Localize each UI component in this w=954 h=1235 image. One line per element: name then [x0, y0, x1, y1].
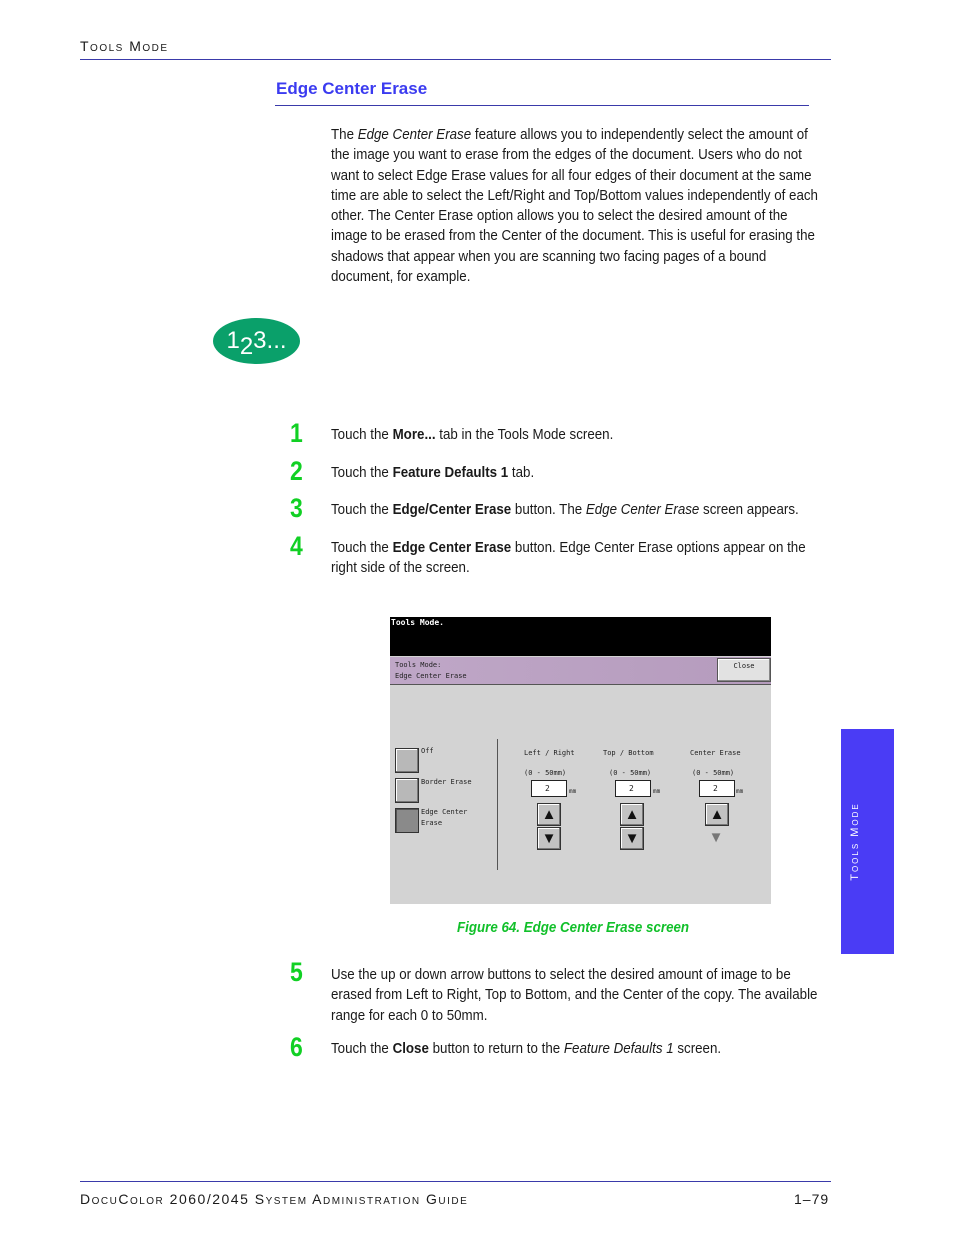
screen-title-bar — [390, 617, 771, 656]
option-edge-center-erase-button[interactable] — [395, 808, 419, 833]
left-right-unit: mm — [569, 788, 577, 795]
section-title: Edge Center Erase — [276, 79, 428, 98]
step-text: Touch the More... tab in the Tools Mode screen. — [331, 427, 614, 443]
page-number: 1–79 — [794, 1191, 830, 1207]
badge-three: 3... — [253, 327, 287, 354]
step-text: Touch the Edge Center Erase button. Edge Center Erase options appear on the right side of the screen. — [331, 540, 806, 577]
header-rule — [80, 59, 831, 60]
running-head: Tools Mode — [80, 38, 169, 54]
step-text: Touch the Edge/Center Erase button. The Edge Center Erase screen appears. — [331, 502, 799, 518]
step-number: 2 — [290, 456, 303, 486]
left-right-title: Left / Right — [524, 749, 575, 757]
step-number: 3 — [290, 493, 303, 523]
close-button[interactable]: Close — [717, 658, 771, 682]
intro-feature-name: Edge Center Erase — [357, 127, 472, 143]
step-number: 5 — [290, 957, 303, 987]
step-number: 6 — [290, 1032, 303, 1062]
header-line-2: Edge Center Erase — [395, 672, 467, 680]
center-erase-down-arrow-icon[interactable]: ▼ — [708, 829, 724, 846]
step-text: Touch the Close button to return to the Feature Defaults 1 screen. — [331, 1041, 722, 1057]
top-bottom-up-arrow-icon[interactable]: ▲ — [620, 803, 644, 826]
screen-title: Tools Mode. — [391, 618, 444, 627]
option-off-label: Off — [421, 747, 434, 755]
footer-title: DocuColor 2060/2045 System Administration Guide — [80, 1191, 469, 1207]
option-border-erase-label: Border Erase — [421, 778, 472, 786]
center-erase-title: Center Erase — [690, 749, 741, 757]
figure-caption: Figure 64. Edge Center Erase screen — [457, 920, 690, 936]
option-border-erase-button[interactable] — [395, 778, 419, 803]
top-bottom-range: (0 - 50mm) — [609, 769, 652, 777]
step-number: 1 — [290, 418, 303, 448]
top-bottom-value-field[interactable]: 2 — [615, 780, 651, 797]
option-off-button[interactable] — [395, 748, 419, 773]
intro-post: feature allows you to independently select the amount of the image you want to erase from the edges of the document. Users who do not want to select Edge Erase values for all four edges of their document at the same time are able to select the Left/Right and Top/Bottom values independently of each other. The Center Erase option allows you to select the desired amount of the image to be erased from the Center of the document. This is useful for erasing the shadows that appear when you are scanning two facing pages of a bound document, for example. — [331, 127, 818, 286]
top-bottom-unit: mm — [653, 788, 661, 795]
step-number: 4 — [290, 531, 303, 561]
left-right-value-field[interactable]: 2 — [531, 780, 567, 797]
center-erase-range: (0 - 50mm) — [692, 769, 735, 777]
intro-paragraph — [331, 125, 825, 287]
center-erase-value-field[interactable]: 2 — [699, 780, 735, 797]
title-rule — [275, 105, 809, 106]
left-right-up-arrow-icon[interactable]: ▲ — [537, 803, 561, 826]
left-right-range: (0 - 50mm) — [524, 769, 567, 777]
center-erase-up-arrow-icon[interactable]: ▲ — [705, 803, 729, 826]
top-bottom-title: Top / Bottom — [603, 749, 654, 757]
left-right-down-arrow-icon[interactable]: ▼ — [537, 827, 561, 850]
option-edge-center-erase-label: Edge Center Erase — [421, 808, 468, 827]
intro-pre: The — [331, 127, 358, 143]
header-line-1: Tools Mode: — [395, 661, 442, 669]
side-tab-tools-mode — [841, 729, 894, 954]
top-bottom-down-arrow-icon[interactable]: ▼ — [620, 827, 644, 850]
badge-two: 2 — [239, 333, 254, 360]
steps-badge-icon — [213, 318, 300, 364]
side-tab-label: Tools Mode — [849, 802, 861, 881]
badge-one: 1 — [226, 327, 240, 354]
screen-divider — [497, 739, 498, 870]
center-erase-unit: mm — [736, 788, 744, 795]
footer-rule — [80, 1181, 831, 1182]
screen-header — [390, 657, 771, 685]
edge-center-erase-screenshot — [390, 617, 771, 904]
step-text: Use the up or down arrow buttons to select the desired amount of image to be erased from Left to Right, Top to Bottom, and the Center of the copy. The available range for each 0 to 50mm. — [331, 967, 818, 1024]
step-text: Touch the Feature Defaults 1 tab. — [331, 465, 535, 481]
